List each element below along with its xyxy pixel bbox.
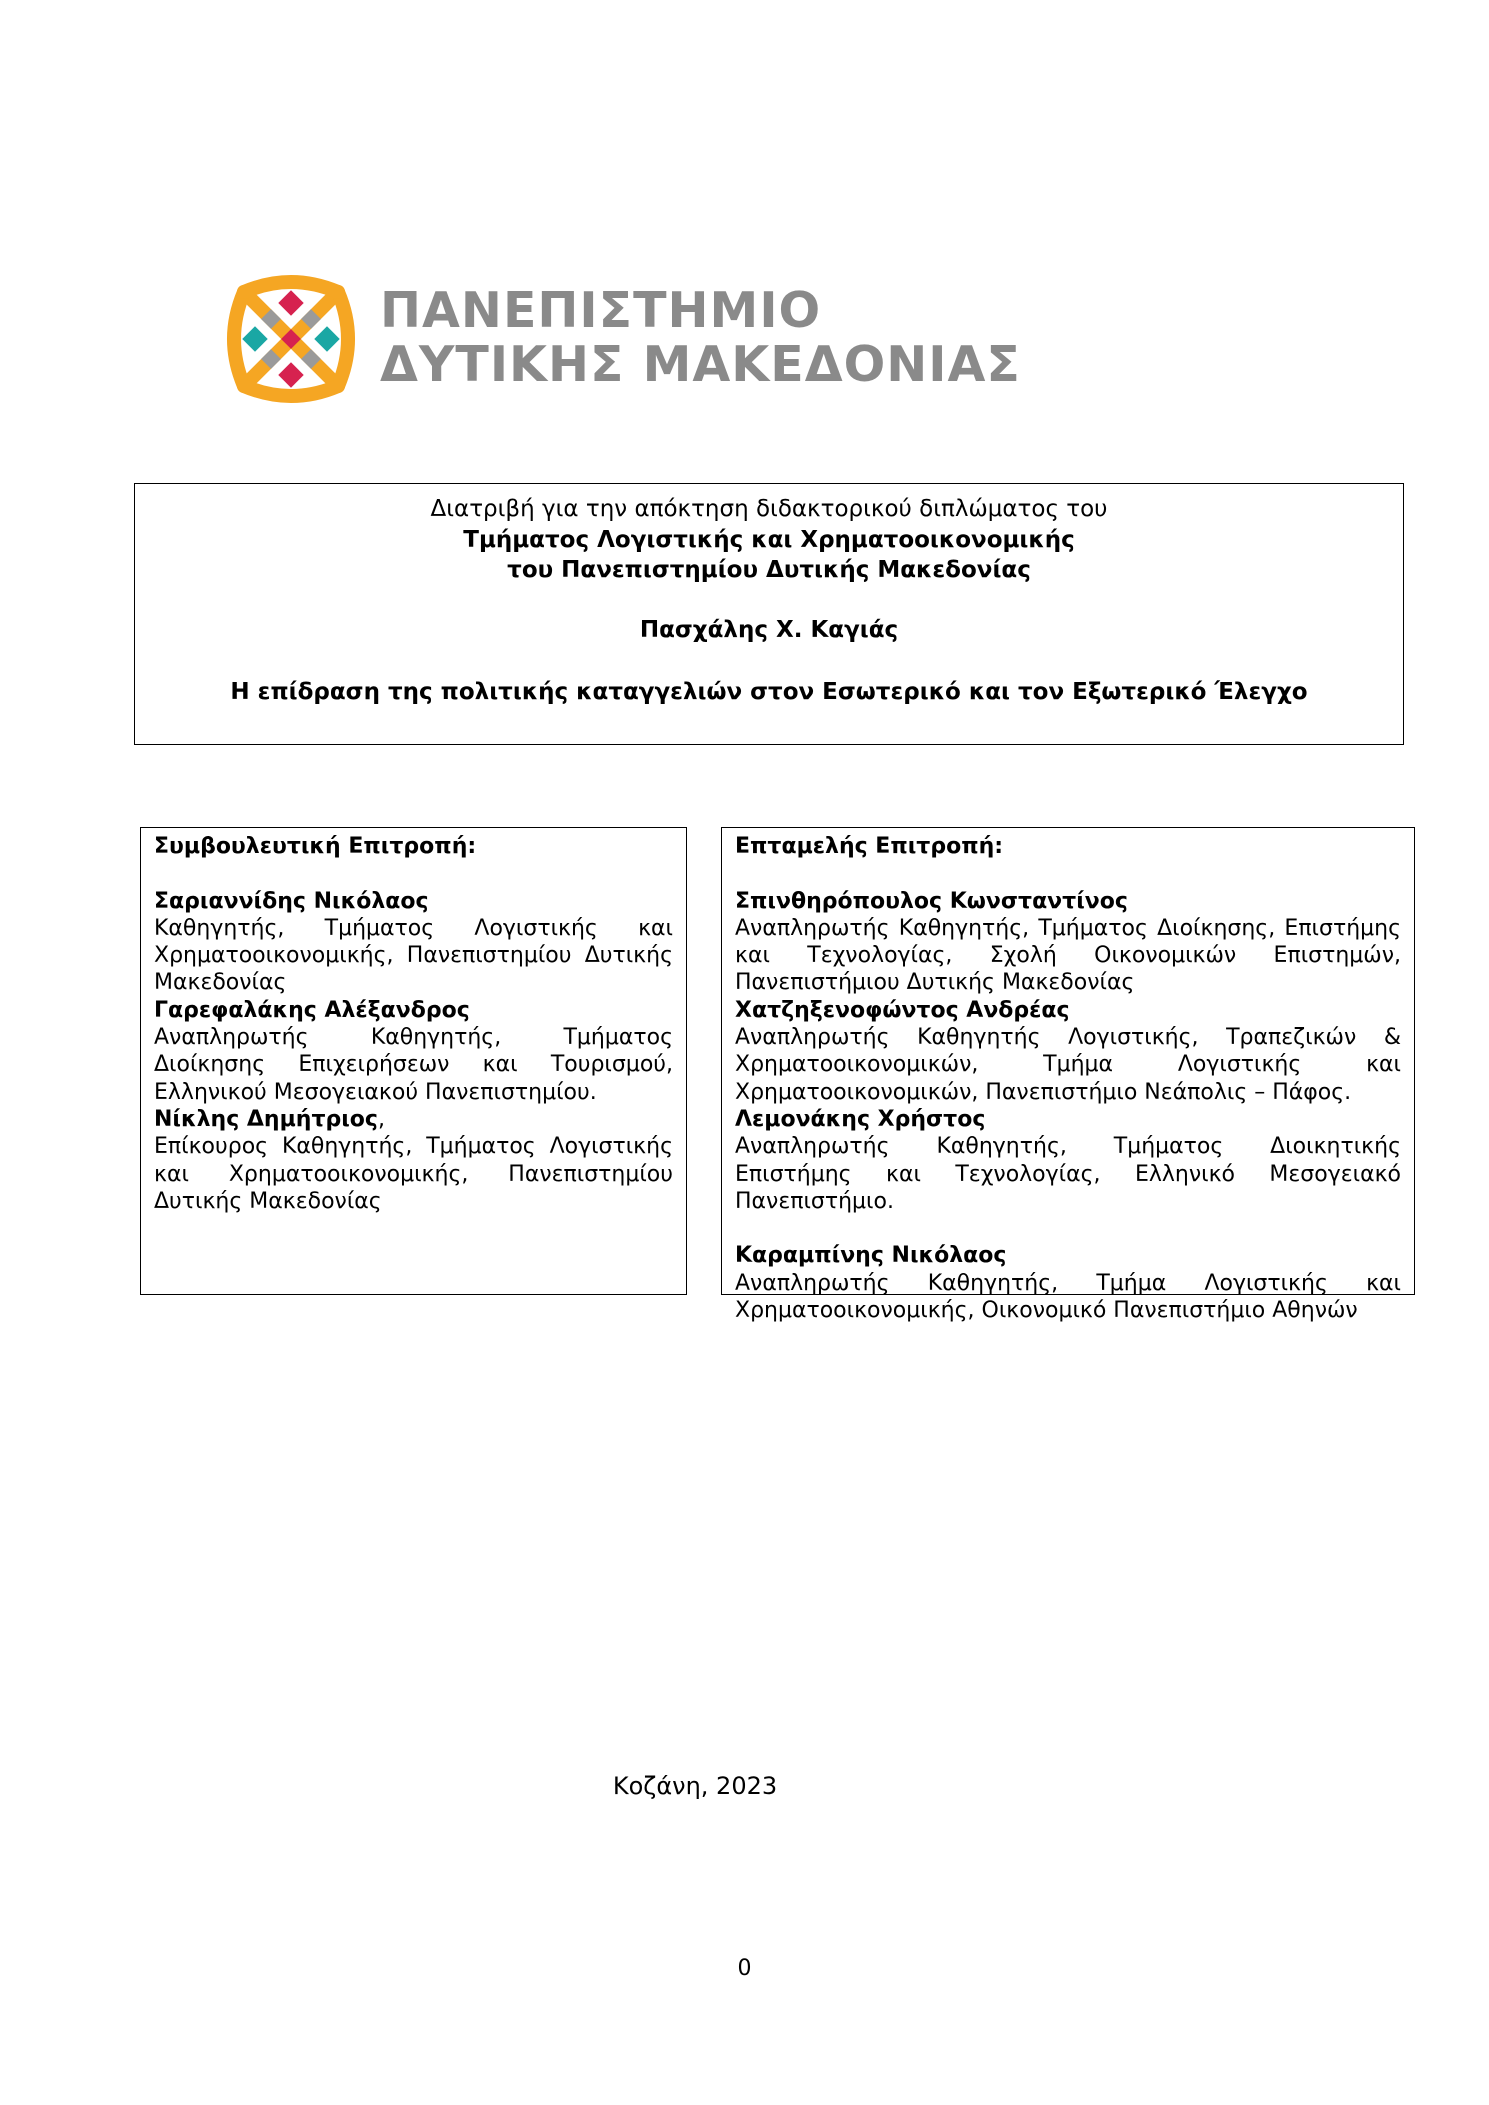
member-name: Νίκλης Δημήτριος (154, 1106, 378, 1132)
member-name: Σπινθηρόπουλος Κωνσταντίνος (735, 888, 1128, 914)
thesis-title-box (134, 483, 1404, 745)
committee-member (735, 888, 1401, 997)
advisory-committee-box (140, 827, 687, 1295)
member-name: Λεμονάκης Χρήστος (735, 1106, 986, 1132)
member-name: Γαρεφαλάκης Αλέξανδρος (154, 997, 470, 1023)
member-name: Σαριαννίδης Νικόλαος (154, 888, 429, 914)
spacer (735, 1215, 1401, 1242)
member-name: Καραμπίνης Νικόλαος (735, 1243, 1007, 1269)
committee-member (735, 1242, 1401, 1324)
committee-member (154, 888, 673, 997)
university-knot-icon (224, 272, 358, 406)
member-description: Αναπληρωτής Καθηγητής, Τμήματος Διοικητικής Επιστήμης και Τεχνολογίας, Ελληνικό Μεσογειακό Πανεπιστήμιο. (735, 1134, 1401, 1214)
thesis-title: Η επίδραση της πολιτικής καταγγελιών στον Εσωτερικό και τον Εξωτερικό Έλεγχο (230, 679, 1308, 705)
examination-committee-box (721, 827, 1415, 1324)
examination-committee-heading: Επταμελής Επιτροπή: (735, 834, 1004, 859)
logo-wordmark (380, 284, 1021, 392)
member-description: Αναπληρωτής Καθηγητής Λογιστικής, Τραπεζικών & Χρηματοοικονομικών, Τμήμα Λογιστικής και Χρηματοοικονομικών, Πανεπιστήμιο Νεάπολις – Πάφος. (735, 1025, 1401, 1105)
committee-member (735, 1106, 1401, 1215)
university-logo (224, 272, 1021, 412)
logo-line-2: ΔΥΤΙΚΗΣ ΜΑΚΕΔΟΝΙΑΣ (380, 336, 1021, 393)
member-description: Αναπληρωτής Καθηγητής, Τμήματος Διοίκησης Επιχειρήσεων και Τουρισμού, Ελληνικού Μεσογειακού Πανεπιστημίου. (154, 1025, 673, 1105)
committee-member (154, 1106, 673, 1215)
member-name-line (154, 1106, 673, 1133)
committee-member (735, 997, 1401, 1106)
logo-line-1: ΠΑΝΕΠΙΣΤΗΜΙΟ (380, 282, 822, 339)
department-name: Τμήματος Λογιστικής και Χρηματοοικονομικής (463, 527, 1075, 553)
advisory-committee-heading: Συμβουλευτική Επιτροπή: (154, 834, 477, 859)
committee-member (154, 997, 673, 1106)
member-description: Επίκουρος Καθηγητής, Τμήματος Λογιστικής και Χρηματοοικονομικής, Πανεπιστημίου Δυτικής Μακεδονίας (154, 1134, 673, 1214)
member-name-suffix: , (377, 1106, 385, 1132)
author-name: Πασχάλης Χ. Καγιάς (639, 617, 899, 643)
member-name: Χατζηξενοφώντος Ανδρέας (735, 997, 1070, 1023)
member-description: Αναπληρωτής Καθηγητής, Τμήματος Διοίκησης, Επιστήμης και Τεχνολογίας, Σχολή Οικονομικών Επιστημών, Πανεπιστήμιου Δυτικής Μακεδονίας (735, 915, 1401, 996)
university-name: του Πανεπιστημίου Δυτικής Μακεδονίας (507, 557, 1031, 583)
page-number: 0 (737, 1956, 752, 1981)
place-and-year: Κοζάνη, 2023 (612, 1772, 778, 1800)
thesis-intro: Διατριβή για την απόκτηση διδακτορικού διπλώματος του (430, 496, 1108, 522)
member-description: Αναπληρωτής Καθηγητής, Τμήμα Λογιστικής και Χρηματοοικονομικής, Οικονομικό Πανεπιστήμιο Αθηνών (735, 1270, 1401, 1324)
member-description: Καθηγητής, Τμήματος Λογιστικής και Χρηματοοικονομικής, Πανεπιστημίου Δυτικής Μακεδονίας (154, 915, 673, 996)
